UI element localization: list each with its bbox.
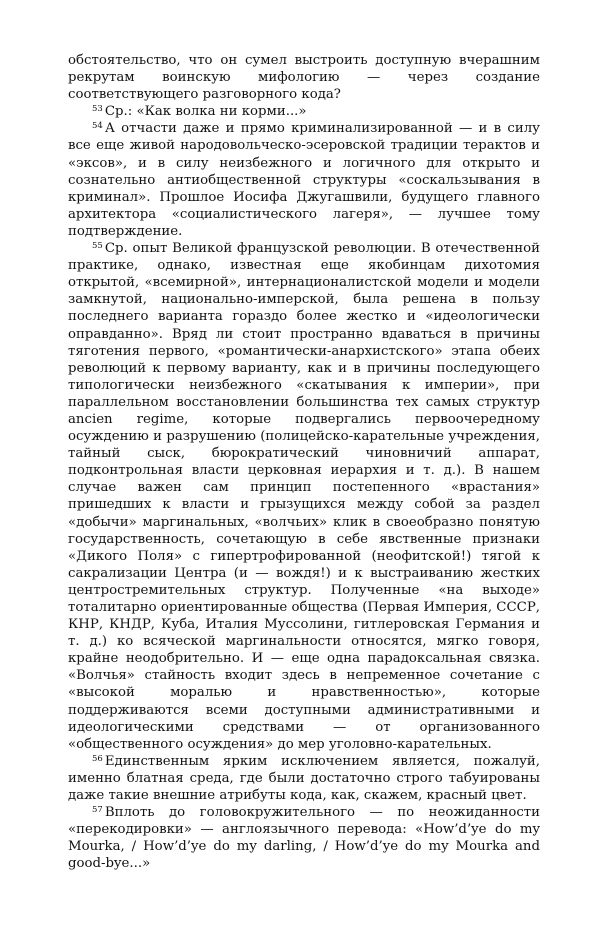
footnote-57: [68, 804, 540, 872]
footnote-text: Ср.: «Как волка ни корми...»: [104, 104, 307, 120]
footnote-54: [68, 120, 540, 240]
footnote-text: Вплоть до головокружительного — по неожиданности «перекодировки» — англоязычного перевода: «How’d’ye do my Mourka, / How’d’ye do my darling, / How’d’ye do my Mourka and good-bye...»: [68, 805, 540, 872]
page-text: [68, 52, 540, 873]
footnote-number: 54: [92, 121, 103, 132]
footnote-53: [68, 103, 540, 120]
footnote-56: [68, 753, 540, 804]
opening-paragraph: обстоятельство, что он сумел выстроить доступную вчерашним рекрутам воинскую мифологию — через создание соответствующего разговорного кода?: [68, 53, 540, 103]
footnote-number: 56: [92, 753, 103, 764]
footnote-number: 55: [92, 241, 103, 252]
footnote-text: Ср. опыт Великой французской революции. В отечественной практике, однако, известная еще якобинцам дихотомия открытой, «всемирной», интернационалистской модели и модели замкнутой, национально-имперской, была решена в пользу последнего варианта гораздо более жестко и «идеологически оправданно». Вряд ли стоит пространно вдаваться в причины тяготения первого, «романтически-анархистского» этапа обеих революций к первому варианту, как и в причины последующего типологически неизбежного «скатывания к империи», при параллельном восстановлении большинства тех самых структур ancien regime, которые подвергались первоочередному осуждению и разрушению (полицейско-карательные учреждения, тайный сыск, бюрократический чиновничий аппарат, подконтрольная власти церковная иерархия и т. д.). В нашем случае важен сам принцип постепенного «врастания» пришедших к власти и грызущихся между собой за раздел «добычи» маргинальных, «волчьих» клик в своеобразно понятую государственность, сочетающую в себе явственные признаки «Дикого Поля» с гипертрофированной (неофитской!) тягой к сакрализации Центра (и — вождя!) и к выстраиванию жестких центростремительных структур. Полученные «на выходе» тоталитарно ориентированные общества (Первая Империя, СССР, КНР, КНДР, Куба, Италия Муссолини, гитлеровская Германия и т. д.) ко всяческой маргинальности относятся, мягко говоря, крайне неодобрительно. И — еще одна парадоксальная связка. «Волчья» стайность входит здесь в непременное сочетание с «высокой моралью и нравственностью», которые поддерживаются всеми доступными административными и идеологическими средствами — от организованного «общественного осуждения» до мер уголовно-карательных.: [68, 241, 540, 752]
footnote-text: А отчасти даже и прямо криминализированной — и в силу все еще живой народовольческо-эсеровской традиции терактов и «эксов», и в силу неизбежного и логичного для открыто и сознательно антиобщественной структуры «соскальзывания в криминал». Прошлое Иосифа Джугашвили, будущего главного архитектора «социалистического лагеря», — лучшее тому подтверждение.: [68, 121, 540, 239]
footnote-text: Единственным ярким исключением является, пожалуй, именно блатная среда, где были достаточно строго табуированы даже такие внешние атрибуты кода, как, скажем, красный цвет.: [68, 753, 540, 804]
footnote-55: [68, 240, 540, 753]
footnote-number: 57: [92, 805, 103, 816]
footnote-number: 53: [92, 104, 103, 115]
